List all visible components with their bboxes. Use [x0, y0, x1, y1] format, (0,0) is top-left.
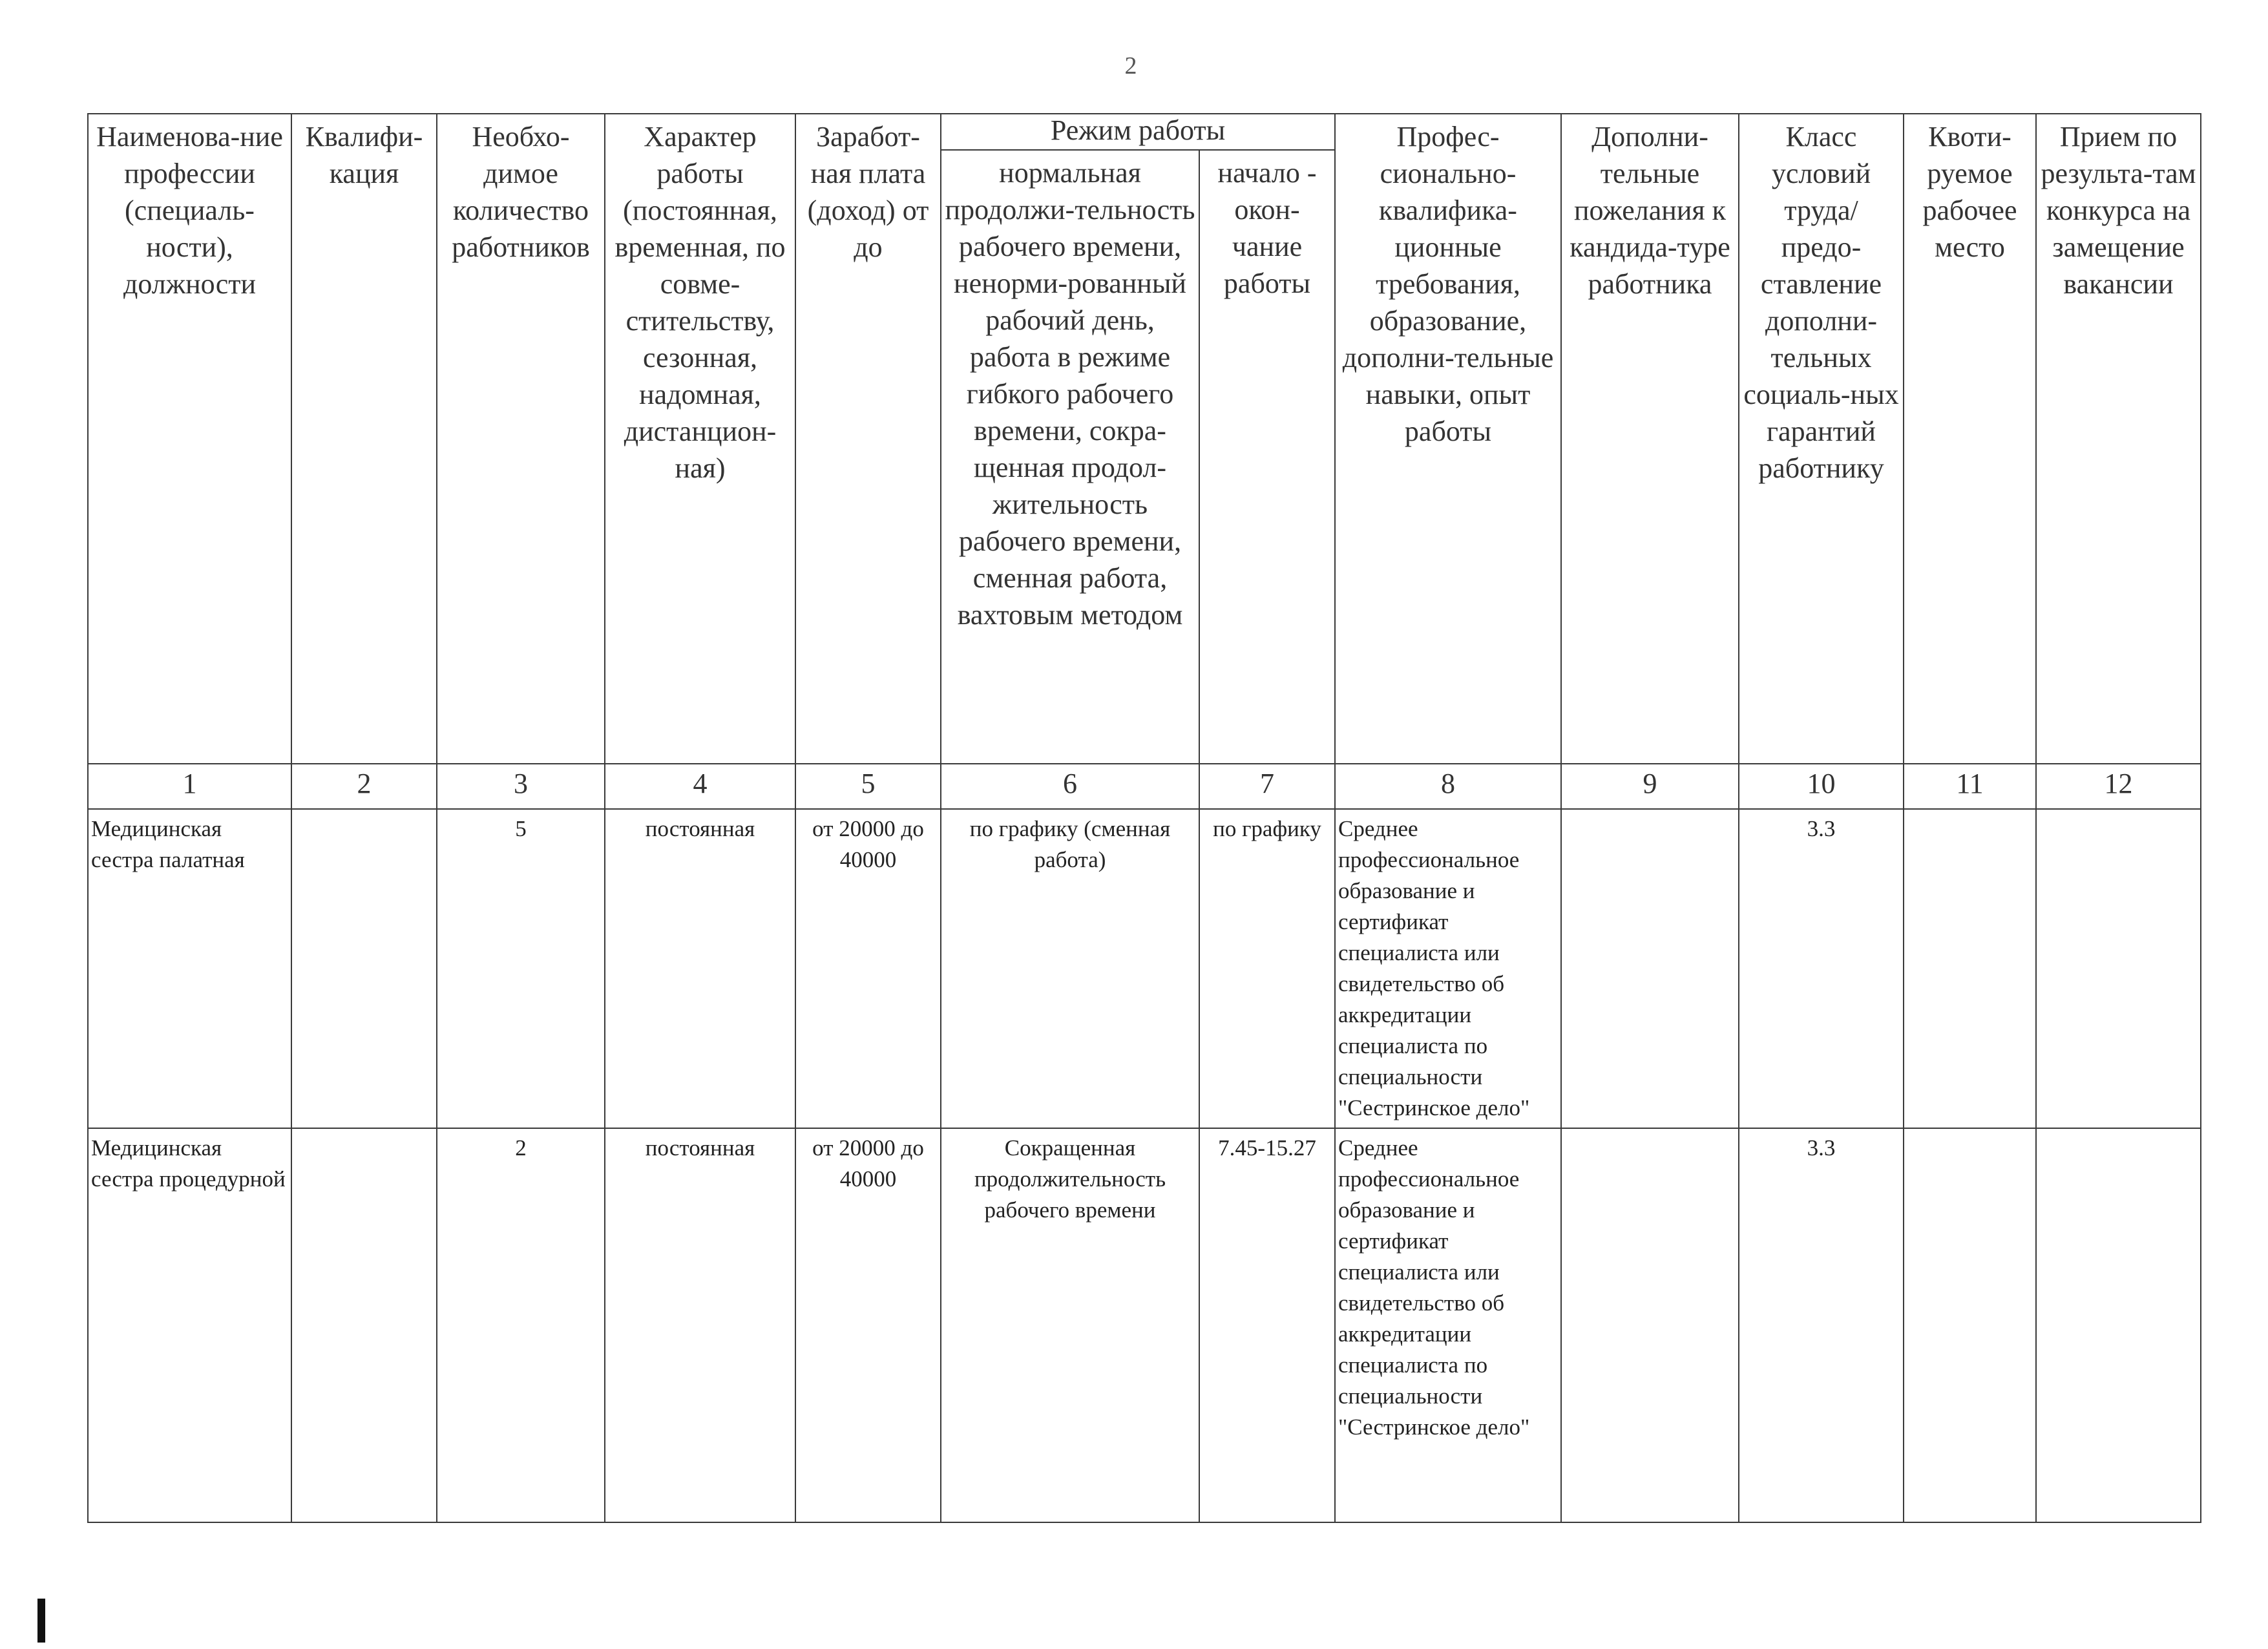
cell-count: 5 — [437, 809, 605, 1128]
column-number: 8 — [1335, 764, 1561, 809]
cell-work-mode: по графику (сменная работа) — [941, 809, 1199, 1128]
cell-nature: постоянная — [605, 1128, 795, 1522]
cell-conditions-class: 3.3 — [1739, 809, 1904, 1128]
header-nature: Характер работы (постоянная, временная, по совме-стительству, сезонная, надомная, дистанцион-ная) — [605, 114, 795, 764]
header-contest: Прием по результа-там конкурса на замещение вакансии — [2036, 114, 2201, 764]
header-conditions-class: Класс условий труда/ предо-ставление дополни-тельных социаль-ных гарантий работнику — [1739, 114, 1904, 764]
cell-qualification — [291, 1128, 437, 1522]
page-number: 2 — [1124, 52, 1137, 79]
column-number: 5 — [795, 764, 941, 809]
header-salary: Заработ-ная плата (доход) от до — [795, 114, 941, 764]
column-number: 7 — [1199, 764, 1335, 809]
header-work-mode-group: Режим работы — [941, 114, 1335, 150]
cell-conditions-class: 3.3 — [1739, 1128, 1904, 1522]
header-qualification: Квалифи-кация — [291, 114, 437, 764]
column-number: 9 — [1561, 764, 1739, 809]
column-number: 6 — [941, 764, 1199, 809]
cell-quota — [1904, 809, 2036, 1128]
cell-requirements: Среднее профессиональное образование и сертификат специалиста или свидетельство об аккредитации специалиста по специальности "Сестринское дело" — [1335, 809, 1561, 1128]
cell-contest — [2036, 1128, 2201, 1522]
column-number: 10 — [1739, 764, 1904, 809]
header-requirements: Профес-сионально-квалифика-ционные требования, образование, дополни-тельные навыки, опыт работы — [1335, 114, 1561, 764]
column-number: 11 — [1904, 764, 2036, 809]
header-quota: Квоти-руемое рабочее место — [1904, 114, 2036, 764]
header-wishes: Дополни-тельные пожелания к кандида-туре работника — [1561, 114, 1739, 764]
scan-edge-mark — [37, 1599, 45, 1643]
cell-nature: постоянная — [605, 809, 795, 1128]
column-number: 12 — [2036, 764, 2201, 809]
cell-contest — [2036, 809, 2201, 1128]
cell-requirements: Среднее профессиональное образование и сертификат специалиста или свидетельство об аккредитации специалиста по специальности "Сестринское дело" — [1335, 1128, 1561, 1522]
column-number: 2 — [291, 764, 437, 809]
cell-wishes — [1561, 1128, 1739, 1522]
header-work-mode: нормальная продолжи-тельность рабочего времени, ненорми-рованный рабочий день, работа в режиме гибкого рабочего времени, сокра-щенная продол-жительность рабочего времени, сменная работа, вахтовым методом — [941, 150, 1199, 764]
column-number: 4 — [605, 764, 795, 809]
table-row — [88, 1128, 2201, 1522]
vacancy-table — [87, 113, 2201, 1523]
cell-profession: Медицинская сестра палатная — [88, 809, 291, 1128]
cell-wishes — [1561, 809, 1739, 1128]
column-number-row — [88, 764, 2201, 809]
cell-start-end: по графику — [1199, 809, 1335, 1128]
cell-quota — [1904, 1128, 2036, 1522]
header-count: Необхо-димое количество работников — [437, 114, 605, 764]
column-number: 3 — [437, 764, 605, 809]
cell-salary: от 20000 до 40000 — [795, 809, 941, 1128]
cell-work-mode: Сокращенная продолжительность рабочего времени — [941, 1128, 1199, 1522]
header-start-end: начало - окон-чание работы — [1199, 150, 1335, 764]
column-number: 1 — [88, 764, 291, 809]
table-row — [88, 809, 2201, 1128]
cell-start-end: 7.45-15.27 — [1199, 1128, 1335, 1522]
cell-count: 2 — [437, 1128, 605, 1522]
header-profession: Наименова-ние профессии (специаль-ности), должности — [88, 114, 291, 764]
cell-salary: от 20000 до 40000 — [795, 1128, 941, 1522]
cell-profession: Медицинская сестра процедурной — [88, 1128, 291, 1522]
cell-qualification — [291, 809, 437, 1128]
